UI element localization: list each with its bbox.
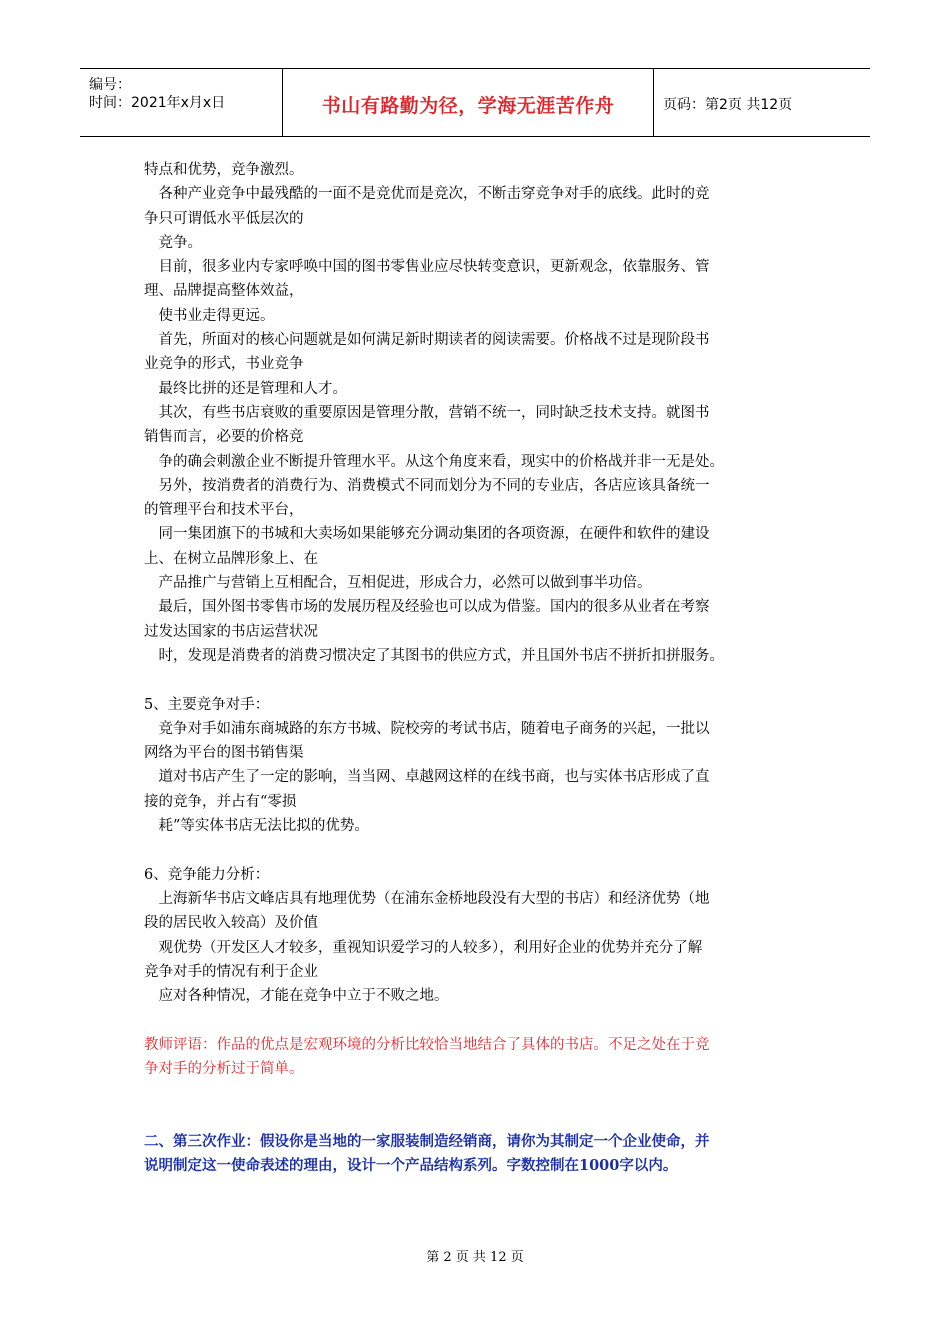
text-line: 的管理平台和技术平台， [144,502,304,519]
motto: 书山有路勤为径，学海无涯苦作舟 [321,95,615,117]
text-line: 最后，国外图书零售市场的发展历程及经验也可以成为借鉴。国内的很多从业者在考察 [144,599,710,616]
text-line: 目前，很多业内专家呼唤中国的图书零售业应尽快转变意识，更新观念，依靠服务、管 [144,259,710,276]
text-line: 其次，有些书店衰败的重要原因是管理分散，营销不统一，同时缺乏技术支持。就图书 [144,404,710,421]
text-line: 另外，按消费者的消费行为、消费模式不同而划分为不同的专业店，各店应该具备统一 [144,477,710,494]
text-line: 接的竞争，并占有“零损 [144,793,297,810]
page-header [80,68,870,137]
text-line: 特点和优势，竞争激烈。 [144,162,304,178]
text-line: 首先，所面对的核心问题就是如何满足新时期读者的阅读需要。价格战不过是现阶段书 [144,332,710,349]
text-line: 各种产业竞争中最残酷的一面不是竞优而是竞次，不断击穿竞争对手的底线。此时的竞 [144,186,710,203]
section-6-title: 6、竞争能力分析： [144,866,270,883]
code-label: 编号： [89,77,131,93]
text-line: 应对各种情况，才能在竞争中立于不败之地。 [144,988,449,1005]
text-line: 竞争。 [144,234,202,251]
text-line: 过发达国家的书店运营状况 [144,623,318,640]
section-5-title: 5、主要竞争对手： [144,696,270,713]
spacer [144,668,809,692]
document-body [144,158,809,1178]
text-line: 销售而言，必要的价格竞 [144,429,304,446]
text-line: 业竞争的形式，书业竞争 [144,356,304,373]
text-line: 道对书店产生了一定的影响，当当网、卓越网这样的在线书商，也与实体书店形成了直 [144,769,710,786]
text-line: 时，发现是消费者的消费习惯决定了其图书的供应方式，并且国外书店不拼折扣拼服务。 [144,647,724,664]
header-left-cell [80,69,283,136]
text-line: 争只可谓低水平低层次的 [144,210,304,227]
page-label: 页码：第2页 共12页 [663,97,793,113]
text-line: 观优势（开发区人才较多，重视知识爱学习的人较多），利用好企业的优势并充分了解 [144,939,703,956]
header-right-cell [654,69,870,136]
spacer [144,1081,809,1130]
page-footer: 第 2 页 共 12 页 [426,1250,524,1265]
spacer [144,838,809,862]
text-line: 段的居民收入较高）及价值 [144,915,318,932]
text-line: 争的确会刺激企业不断提升管理水平。从这个角度来看，现实中的价格战并非一无是处。 [144,453,724,470]
text-line: 上海新华书店文峰店具有地理优势（在浦东金桥地段没有大型的书店）和经济优势（地 [144,890,710,907]
header-middle-cell [283,69,654,136]
text-line: 使书业走得更远。 [144,307,275,324]
text-line: 理、品牌提高整体效益， [144,283,304,300]
text-line: 耗”等实体书店无法比拟的优势。 [144,818,369,835]
text-line: 同一集团旗下的书城和大卖场如果能够充分调动集团的各项资源，在硬件和软件的建设 [144,526,710,543]
time-label: 时间：2021年x月x日 [89,95,226,111]
spacer [144,1008,809,1032]
text-line: 竞争对手的情况有利于企业 [144,963,318,980]
text-line: 产品推广与营销上互相配合，互相促进，形成合力，必然可以做到事半功倍。 [144,575,652,592]
teacher-comment: 争对手的分析过于简单。 [144,1060,304,1077]
text-line: 最终比拼的还是管理和人才。 [144,380,347,397]
teacher-comment: 教师评语：作品的优点是宏观环境的分析比较恰当地结合了具体的书店。不足之处在于竞 [144,1036,710,1053]
assignment-task: 二、第三次作业：假设你是当地的一家服装制造经销商，请你为其制定一个企业使命，并 [144,1132,710,1150]
text-line: 竞争对手如浦东商城路的东方书城、院校旁的考试书店，随着电子商务的兴起，一批以 [144,720,710,737]
assignment-task: 说明制定这一使命表述的理由，设计一个产品结构系列。字数控制在1000字以内。 [144,1157,678,1175]
text-line: 上、在树立品牌形象上、在 [144,550,318,567]
text-line: 网络为平台的图书销售渠 [144,745,304,762]
